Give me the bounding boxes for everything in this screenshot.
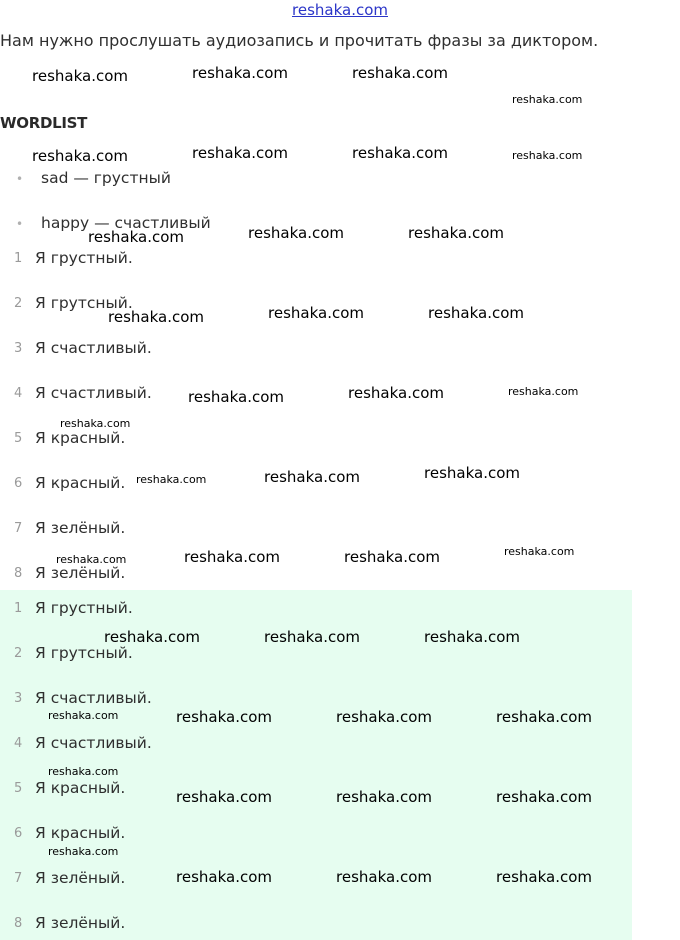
row-phrase: Я грустный. (35, 599, 133, 617)
row-phrase: Я грутсный. (35, 294, 133, 312)
watermark: reshaka.com (48, 709, 119, 722)
watermark: reshaka.com (504, 545, 575, 558)
row-number: 2 (14, 646, 23, 661)
row-phrase: Я счастливый. (35, 339, 152, 357)
site-link[interactable]: reshaka.com (292, 1, 388, 19)
watermark: reshaka.com (248, 224, 344, 242)
watermark: reshaka.com (88, 228, 184, 246)
watermark: reshaka.com (508, 385, 579, 398)
watermark: reshaka.com (336, 788, 432, 806)
row-phrase: Я красный. (35, 474, 126, 492)
wordlist-heading: WORDLIST (0, 114, 88, 132)
watermark: reshaka.com (136, 473, 207, 486)
row-number: 4 (14, 386, 23, 401)
watermark: reshaka.com (32, 147, 128, 165)
watermark: reshaka.com (176, 868, 272, 886)
watermark: reshaka.com (48, 765, 119, 778)
watermark: reshaka.com (192, 144, 288, 162)
instruction-text: Нам нужно прослушать аудиозапись и прочитать фразы за диктором. (0, 31, 599, 50)
watermark: reshaka.com (264, 628, 360, 646)
row-phrase: Я красный. (35, 824, 126, 842)
watermark: reshaka.com (496, 868, 592, 886)
watermark: reshaka.com (48, 845, 119, 858)
row-number: 6 (14, 826, 23, 841)
watermark: reshaka.com (176, 708, 272, 726)
wordlist-item-text: happy — счастливый (41, 214, 211, 232)
bullet-dot-icon: • (16, 172, 24, 186)
wordlist-item (16, 169, 171, 187)
row-number: 2 (14, 296, 23, 311)
watermark: reshaka.com (512, 93, 583, 106)
watermark: reshaka.com (336, 708, 432, 726)
row-phrase: Я зелёный. (35, 564, 126, 582)
row-phrase: Я грутсный. (35, 644, 133, 662)
watermark: reshaka.com (60, 417, 131, 430)
wordlist-item-text: sad — грустный (41, 169, 171, 187)
row-number: 7 (14, 521, 23, 536)
watermark: reshaka.com (104, 628, 200, 646)
watermark: reshaka.com (424, 464, 520, 482)
row-phrase: Я счастливый. (35, 384, 152, 402)
watermark: reshaka.com (512, 149, 583, 162)
row-number: 1 (14, 601, 23, 616)
row-number: 8 (14, 566, 23, 581)
row-phrase: Я красный. (35, 779, 126, 797)
watermark: reshaka.com (496, 788, 592, 806)
watermark: reshaka.com (184, 548, 280, 566)
row-phrase: Я зелёный. (35, 869, 126, 887)
watermark: reshaka.com (352, 144, 448, 162)
watermark: reshaka.com (264, 468, 360, 486)
row-phrase: Я грустный. (35, 249, 133, 267)
watermark: reshaka.com (428, 304, 524, 322)
watermark: reshaka.com (188, 388, 284, 406)
row-number: 4 (14, 736, 23, 751)
row-phrase: Я счастливый. (35, 689, 152, 707)
watermark: reshaka.com (32, 67, 128, 85)
watermark: reshaka.com (268, 304, 364, 322)
watermark: reshaka.com (352, 64, 448, 82)
row-phrase: Я зелёный. (35, 519, 126, 537)
row-number: 8 (14, 916, 23, 931)
row-number: 5 (14, 781, 23, 796)
watermark: reshaka.com (108, 308, 204, 326)
watermark: reshaka.com (424, 628, 520, 646)
watermark: reshaka.com (56, 553, 127, 566)
row-number: 3 (14, 341, 23, 356)
watermark: reshaka.com (336, 868, 432, 886)
row-phrase: Я красный. (35, 429, 126, 447)
row-number: 6 (14, 476, 23, 491)
row-number: 3 (14, 691, 23, 706)
watermark: reshaka.com (192, 64, 288, 82)
watermark: reshaka.com (176, 788, 272, 806)
row-number: 1 (14, 251, 23, 266)
watermark: reshaka.com (344, 548, 440, 566)
bullet-dot-icon: • (16, 217, 24, 231)
watermark: reshaka.com (348, 384, 444, 402)
row-phrase: Я счастливый. (35, 734, 152, 752)
row-number: 5 (14, 431, 23, 446)
watermark: reshaka.com (496, 708, 592, 726)
row-number: 7 (14, 871, 23, 886)
row-phrase: Я зелёный. (35, 914, 126, 932)
watermark: reshaka.com (408, 224, 504, 242)
